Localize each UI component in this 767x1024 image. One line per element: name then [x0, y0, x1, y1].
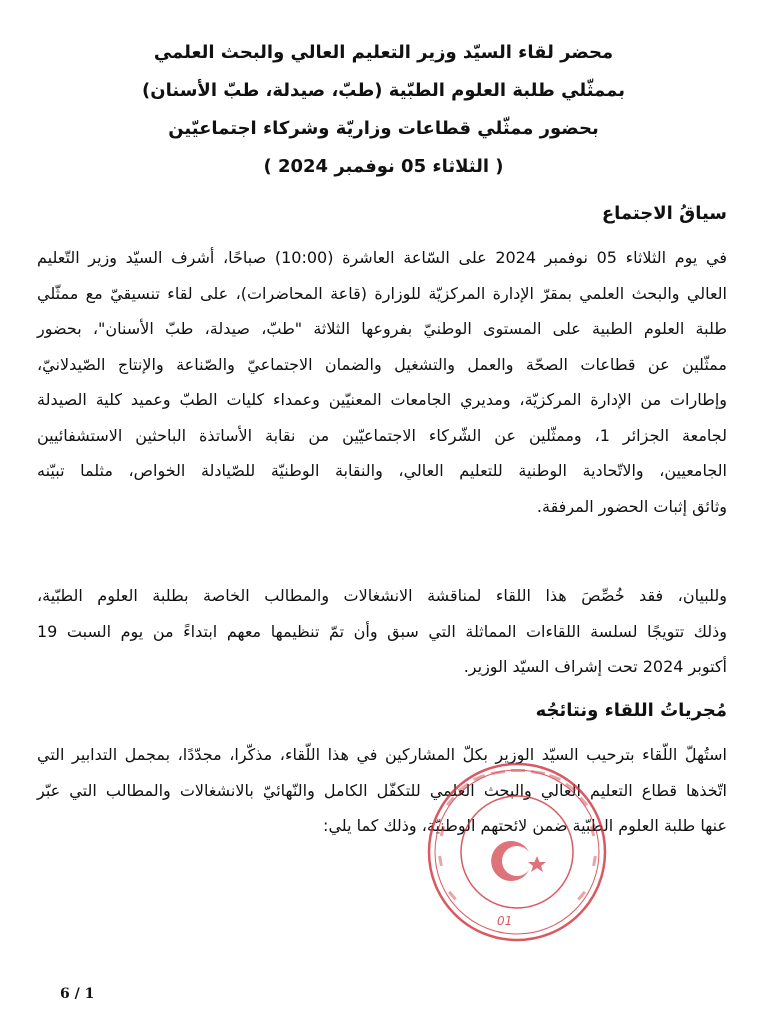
- paragraph-line: العالي والبحث العلمي بمقرّ الإدارة المركزيّة للوزارة (قاعة المحاضرات)، على لقاء تنسيقيّ مع ممثّلي: [37, 283, 727, 303]
- paragraph-line: في يوم الثلاثاء 05 نوفمبر 2024 على السّاعة العاشرة (10:00) صباحًا، أشرف السيّد وزير التّعليم: [37, 248, 727, 267]
- paragraph-line: وثائق إثبات الحضور المرفقة.: [536, 496, 727, 516]
- paragraph-line: الجامعيين، والاتّحادية الوطنية للتعليم العالي، والنقابة الوطنيّة للصّيادلة الخواص، مثلما تبيّنه: [37, 461, 727, 480]
- paragraph-purpose: [37, 578, 727, 685]
- section-title-context: سياقُ الاجتماع: [601, 203, 727, 224]
- paragraph-line: أكتوبر 2024 تحت إشراف السيّد الوزير.: [463, 657, 727, 676]
- page-number: 6 / 1: [60, 986, 95, 1002]
- paragraph-line: عنها طلبة العلوم الطبّية ضمن لائحتهم الوطنيّة، وذلك كما يلي:: [323, 816, 727, 835]
- header-date-line: ( الثلاثاء 05 نوفمبر 2024 ): [263, 156, 504, 177]
- paragraph-line: لجامعة الجزائر 1، وممثّلين عن الشّركاء الاجتماعيّين من نقابة الأساتذة الباحثين الاستشفائيين: [37, 425, 728, 445]
- official-stamp: [425, 760, 610, 945]
- paragraph-line: وإطارات من الإدارة المركزيّة، ومديري الجامعات المعنيّين وعمداء كليات الطبّ وعميد كلية الصيدلة: [37, 390, 727, 409]
- paragraph-line: وللبيان، فقد خُصِّصَ هذا اللقاء لمناقشة الانشغالات والمطالب الخاصة بطلبة العلوم الطبّية،: [37, 586, 727, 605]
- paragraph-line: طلبة العلوم الطبية على المستوى الوطنيّ بفروعها الثلاثة "طبّ، صيدلة، طبّ الأسنان"، بحضور: [37, 319, 727, 338]
- paragraph-line: ممثّلين عن قطاعات الصحّة والعمل والتشغيل والضمان الاجتماعيّ والصّناعة والإنتاج الصّيدلانيّ،: [37, 354, 727, 374]
- section-title-proceedings: مُجرياتُ اللقاء ونتائجُه: [535, 700, 727, 721]
- stamp-number: 01: [497, 914, 513, 928]
- paragraph-line: استُهلّ اللّقاء بترحيب السيّد الوزير بكلّ المشاركين في هذا اللّقاء، مذكّرا، مجدّدًا، بمجمل التدابير التي: [37, 745, 727, 764]
- paragraph-context: [37, 240, 727, 524]
- paragraph-proceedings: [37, 737, 727, 844]
- paragraph-line: وذلك تتويجًا لسلسة اللقاءات المماثلة التي سبق وأن تمّ تنظيمها معهم ابتداءً من يوم السبت 19: [37, 621, 727, 641]
- document-header: [120, 34, 647, 186]
- header-title-line-3: بحضور ممثّلي قطاعات وزاريّة وشركاء اجتماعيّين: [168, 118, 599, 139]
- paragraph-line: اتّخذها قطاع التعليم العالي والبحث العلمي للتكفّل الكامل والنّهائيّ بالانشغالات والمطالب التي عبّر: [37, 780, 727, 800]
- header-title-line-1: محضر لقاء السيّد وزير التعليم العالي والبحث العلمي: [153, 42, 614, 63]
- header-title-line-2: بممثّلي طلبة العلوم الطبّية (طبّ، صيدلة، طبّ الأسنان): [142, 80, 625, 101]
